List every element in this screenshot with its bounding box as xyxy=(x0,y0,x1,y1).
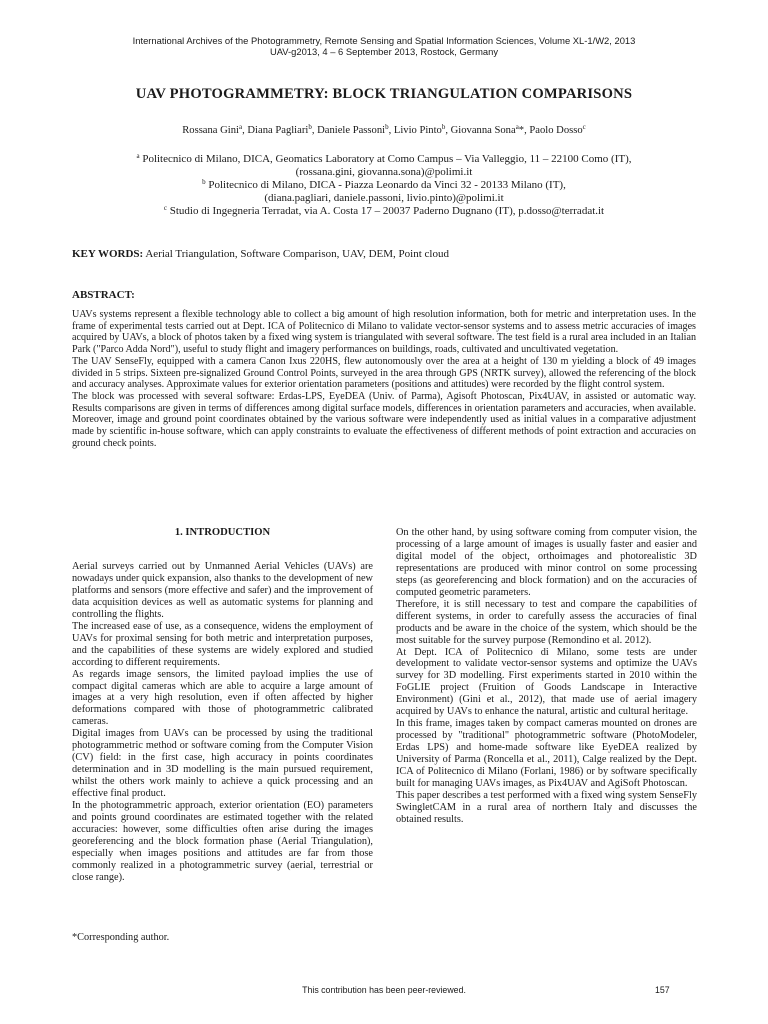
author-separator: , xyxy=(388,125,394,136)
peer-review-footer: This contribution has been peer-reviewed. xyxy=(302,985,466,995)
author-separator: *, xyxy=(518,125,530,136)
author-name: Livio Pinto xyxy=(393,125,442,136)
author-affil-mark: a xyxy=(239,123,243,131)
author-affil-mark: b xyxy=(308,123,312,131)
keywords xyxy=(72,248,692,260)
body-paragraph: On the other hand, by using software coming from computer vision, the processing of a large amount of images is usually faster and easier and digital model of the object, orthoimages and photorealistic 3D representations are produced with minor control on some processing steps (as georeferencing and block formation) and on the accuracies of computed geometric parameters. xyxy=(396,527,697,598)
body-paragraph: Therefore, it is still necessary to test and compare the capabilities of different systems, in order to carefully assess the accuracies of final products and be aware in the choice of the system, which should be the most suitable for the survey purpose (Remondino et al. 2012). xyxy=(396,598,697,646)
author-separator: , xyxy=(445,125,451,136)
page-number: 157 xyxy=(655,985,670,995)
affiliation-c xyxy=(0,205,768,218)
author-affil-mark: b xyxy=(441,123,446,131)
body-paragraph: In this frame, images taken by compact cameras mounted on drones are processed by "traditional" photogrammetric software (PhotoModeler, Erdas LPS) and home-made software like EyeDEA realized by University of Parma (Roncella et al., 2011), Calge realized by the Dept. ICA of Politecnico di Milano (Forlani, 1986) or by software specifically built for managing UAVs images, as Pix4UAV and AgiSoft Photoscan. xyxy=(396,718,697,790)
body-paragraph: This paper describes a test performed with a fixed wing system SenseFly SwingletCAM in a rural area of northern Italy and discusses the obtained results. xyxy=(396,789,697,825)
body-paragraph: At Dept. ICA of Politecnico di Milano, some tests are under development to validate vector-sensor systems and optimize the UAVs survey for 3D modelling. First experiments started in 2010 within the FoGLIE project (Fruition of Goods Landscape in Interactive Environment) (Gini et al., 2012), that made use of aerial imagery acquired by UAVs to enhance the natural, artistic and cultural heritage. xyxy=(396,646,697,718)
body-paragraph: As regards image sensors, the limited payload implies the use of compact digital cameras which are able to acquire a large amount of images at a very high resolution, even if often affected by higher deformations compared with those of photogrammetric calibrated cameras. xyxy=(72,668,373,728)
author-name: Paolo Dosso xyxy=(529,125,583,136)
body-paragraph: Digital images from UAVs can be processed by using the traditional photogrammetric method or software coming from the Computer Vision (CV) field: in the first case, high accuracy in points coordinates determination and in 3D modelling is the main pursued requirement, whilst the others work mainly to achieve a quick processing and an effective final product. xyxy=(72,728,373,800)
author-name: Rossana Gini xyxy=(182,125,239,136)
section-heading-introduction: 1. INTRODUCTION xyxy=(174,527,271,538)
body-paragraph: In the photogrammetric approach, exterior orientation (EO) parameters and points ground coordinates are estimated together with the related accuracies: however, some difficulties often arise during the images georeferencing and the block formation phase (Aerial Triangulation), especially when images positions and attitudes are far from those commonly realized in a photogrammetric survey (aerial, terrestrial or close range). xyxy=(72,800,373,883)
author-affil-mark: c xyxy=(582,123,586,131)
affiliation-a-mark: a xyxy=(136,152,140,160)
right-column xyxy=(396,527,697,826)
abstract-body xyxy=(72,309,696,449)
running-header xyxy=(0,35,768,57)
author-name: Giovanna Sona xyxy=(450,125,516,136)
affiliation-b-mark: b xyxy=(202,178,206,186)
keywords-text: Aerial Triangulation, Software Comparison, UAV, DEM, Point cloud xyxy=(143,248,449,260)
author-name: Diana Pagliari xyxy=(247,125,309,136)
author-list xyxy=(0,125,768,136)
affiliation-b-emails: (diana.pagliari, daniele.passoni, livio.pinto)@polimi.it xyxy=(264,192,504,204)
affiliation-c-address: Studio di Ingegneria Terradat, via A. Costa 17 – 20037 Paderno Dugnano (IT), p.dosso@terradat.it xyxy=(166,205,605,217)
left-column xyxy=(72,561,373,884)
author-name: Daniele Passoni xyxy=(317,125,386,136)
body-paragraph: The increased ease of use, as a consequence, widens the employment of UAVs for proximal sensing for both metric and interpretation purposes, and the capabilities of these systems are widely explored and studied according to different requirements. xyxy=(72,620,373,668)
author-separator: , xyxy=(311,125,318,136)
affiliations xyxy=(0,153,768,218)
author-affil-mark: a xyxy=(515,123,519,131)
running-header-line-1: International Archives of the Photogrammetry, Remote Sensing and Spatial Information Sciences, Volume XL-1/W2, 2013 xyxy=(132,35,636,46)
affiliation-a-address: Politecnico di Milano, DICA, Geomatics Laboratory at Como Campus – Via Valleggio, 11 – 22100 Como (IT), xyxy=(139,153,632,165)
affiliation-b xyxy=(0,179,768,192)
affiliation-b-address: Politecnico di Milano, DICA - Piazza Leonardo da Vinci 32 - 20133 Milano (IT), xyxy=(205,179,566,191)
abstract-paragraph: UAVs systems represent a flexible technology able to collect a big amount of high resolution information, both for metric and interpretation uses. In the frame of experimental tests carried out at Dept. ICA of Politecnico di Milano to validate vector-sensor systems and to assess metric accuracies of images acquired by UAVs, a block of photos taken by a fixed wing system is triangulated with several software. The test field is a rural area included in an Italian Park ("Parco Adda Nord"), useful to study flight and imagery performances on buildings, roads, cultivated and uncultivated vegetation. xyxy=(72,309,696,356)
abstract-paragraph: The block was processed with several software: Erdas-LPS, EyeDEA (Univ. of Parma), Agisoft Photoscan, Pix4UAV, in assisted or automatic way. Results comparisons are given in terms of differences among digital surface models, differences in orientation parameters and accuracies, when available. Moreover, image and ground point coordinates obtained by the various software were independently used as initial values in a comparative adjustment made by scientific in-house software, which can apply constraints to evaluate the effectiveness of different methods of point extraction and accuracies on ground check points. xyxy=(72,390,696,449)
affiliation-a xyxy=(0,153,768,166)
affiliation-a-emails: (rossana.gini, giovanna.sona)@polimi.it xyxy=(295,166,473,178)
keywords-label: KEY WORDS: xyxy=(72,248,144,260)
author-separator: , xyxy=(242,125,248,136)
author-affil-mark: b xyxy=(385,123,389,131)
abstract-heading: ABSTRACT: xyxy=(72,289,135,301)
paper-title: UAV PHOTOGRAMMETRY: BLOCK TRIANGULATION COMPARISONS xyxy=(135,86,633,102)
body-paragraph: Aerial surveys carried out by Unmanned Aerial Vehicles (UAVs) are nowadays under quick expansion, also thanks to the development of new platforms and sensors (more effective and safer) and the improvement of data acquisition devices as well as automatic systems for planning and controlling the flights. xyxy=(72,561,373,620)
running-header-line-2: UAV-g2013, 4 – 6 September 2013, Rostock, Germany xyxy=(269,46,499,57)
abstract-paragraph: The UAV SenseFly, equipped with a camera Canon Ixus 220HS, flew autonomously over the area at a height of 130 m yielding a block of 49 images divided in 5 strips. Sixteen pre-signalized Ground Control Points, surveyed in the area through GPS (NRTK survey), allowed the referencing of the block and accuracy analyses. Approximate values for exterior orientation parameters (positions and attitudes) were recorded by the flight control system. xyxy=(72,355,696,391)
corresponding-author-footnote: *Corresponding author. xyxy=(72,932,170,943)
affiliation-c-mark: c xyxy=(163,204,167,212)
